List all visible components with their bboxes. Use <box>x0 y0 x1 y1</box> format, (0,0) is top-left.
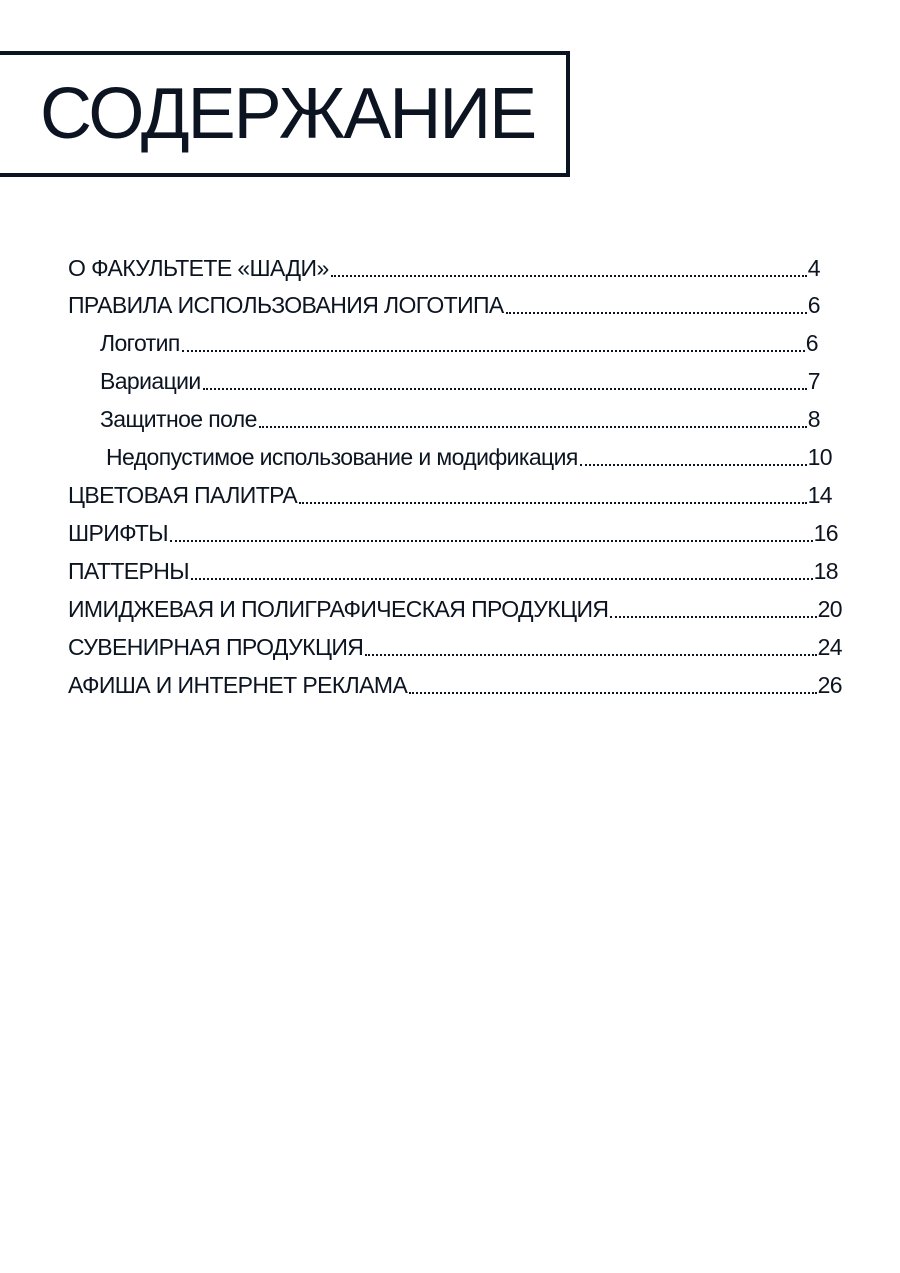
toc-entry[interactable] <box>68 246 820 282</box>
toc-entry-label: ПАТТЕРНЫ <box>68 558 190 584</box>
toc-entry-label: Защитное поле <box>100 406 257 432</box>
toc-dot-leader <box>506 312 807 314</box>
toc-dot-leader <box>580 464 807 466</box>
toc-entry[interactable] <box>68 625 842 661</box>
toc-entry-page: 10 <box>807 444 832 470</box>
toc-entry-label: АФИША И ИНТЕРНЕТ РЕКЛАМА <box>68 672 408 698</box>
toc-entry-label: СУВЕНИРНАЯ ПРОДУКЦИЯ <box>68 634 364 660</box>
toc-dot-leader <box>365 654 816 656</box>
toc-dot-leader <box>259 426 807 428</box>
toc-entry-label: О ФАКУЛЬТЕТЕ «ШАДИ» <box>68 255 329 281</box>
title-box <box>0 51 570 177</box>
toc-entry[interactable] <box>68 511 838 547</box>
toc-entry-label: Логотип <box>100 330 180 356</box>
toc-dot-leader <box>610 616 816 618</box>
toc-entry-label: ЦВЕТОВАЯ ПАЛИТРА <box>68 482 298 508</box>
toc-entry-page: 8 <box>807 406 820 432</box>
toc-dot-leader <box>170 540 813 542</box>
toc-dot-leader <box>299 502 806 504</box>
toc-entry[interactable] <box>68 283 820 319</box>
toc-entry-page: 18 <box>813 558 838 584</box>
toc-entry-page: 24 <box>817 634 842 660</box>
toc-entry-label: Недопустимое использование и модификация <box>106 444 578 470</box>
toc-entry-page: 16 <box>813 520 838 546</box>
toc-subentry[interactable] <box>100 359 820 395</box>
toc-entry[interactable] <box>68 473 832 509</box>
toc-dot-leader <box>203 388 807 390</box>
toc-dot-leader <box>191 578 813 580</box>
toc-entry-page: 26 <box>817 672 842 698</box>
toc-entry-page: 6 <box>807 292 820 318</box>
toc-entry-page: 14 <box>807 482 832 508</box>
toc-dot-leader <box>182 350 805 352</box>
toc-entry-label: Вариации <box>100 368 201 394</box>
toc-entry-page: 20 <box>817 596 842 622</box>
toc-entry-label: ПРАВИЛА ИСПОЛЬЗОВАНИЯ ЛОГОТИПА <box>68 292 504 318</box>
toc-dot-leader <box>331 275 807 277</box>
toc-subentry[interactable] <box>100 397 820 433</box>
toc-entry-page: 4 <box>807 255 820 281</box>
toc-entry-page: 6 <box>805 330 818 356</box>
toc-entry[interactable] <box>68 587 842 623</box>
toc-dot-leader <box>409 692 816 694</box>
toc-entry-page: 7 <box>807 368 820 394</box>
toc-subentry[interactable] <box>106 435 832 471</box>
toc-entry-label: ИМИДЖЕВАЯ И ПОЛИГРАФИЧЕСКАЯ ПРОДУКЦИЯ <box>68 596 609 622</box>
toc-entry-label: ШРИФТЫ <box>68 520 168 546</box>
toc-entry[interactable] <box>68 549 838 585</box>
toc-subentry[interactable] <box>100 321 818 357</box>
toc-entry[interactable] <box>68 663 842 699</box>
page-title: СОДЕРЖАНИЕ <box>40 74 536 154</box>
